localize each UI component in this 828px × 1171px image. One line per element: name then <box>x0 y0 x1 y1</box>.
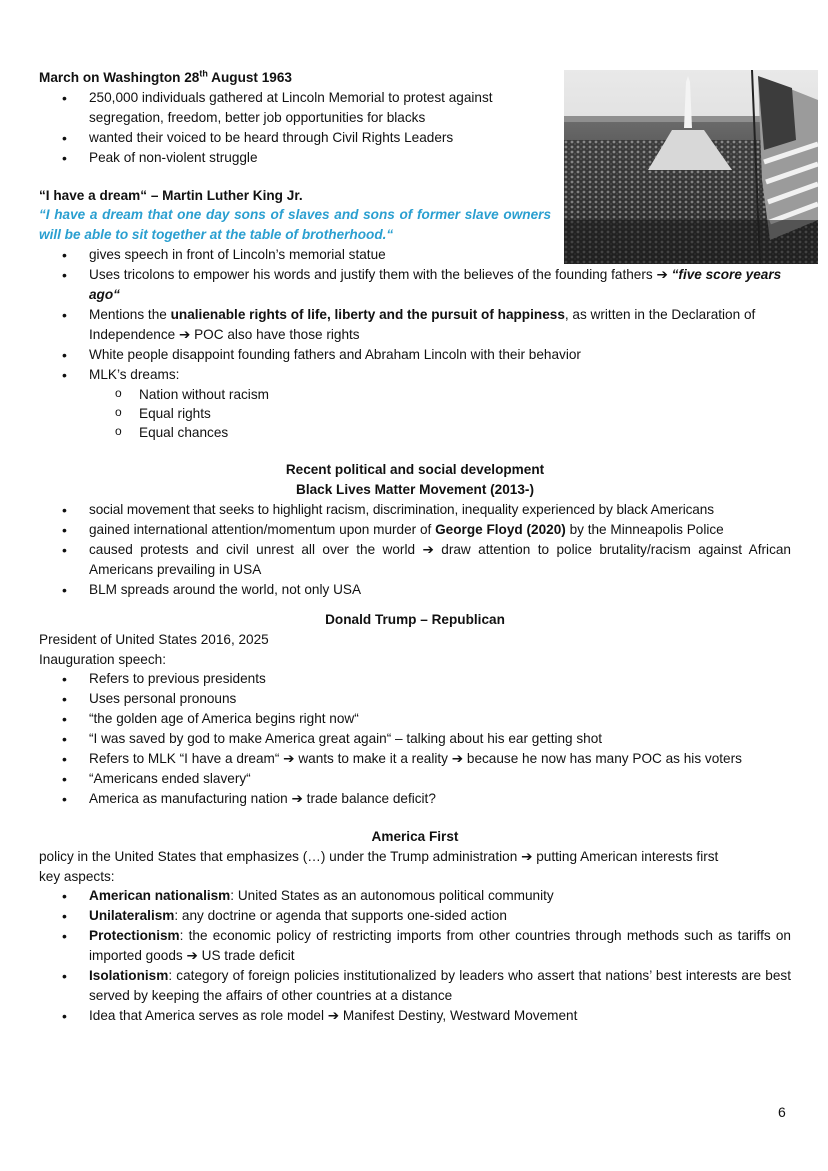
dream-quote: “I have a dream that one day sons of slaves and sons of former slave owners will be able to sit together at the table of brotherhood.“ <box>39 207 551 242</box>
list-item: • Unilateralism: any doctrine or agenda that supports one-sided action <box>39 906 791 926</box>
list-item: • Refers to MLK “I have a dream“ ➔ wants to make it a reality ➔ because he now has many POC as his voters <box>39 749 791 769</box>
trump-president-line: President of United States 2016, 2025 <box>39 632 269 647</box>
list-item: • “I was saved by god to make America great again“ – talking about his ear getting shot <box>39 729 791 749</box>
list-item: o Equal rights <box>39 404 791 423</box>
list-item: • America as manufacturing nation ➔ trade balance deficit? <box>39 789 791 809</box>
list-item: • social movement that seeks to highlight racism, discrimination, inequality experienced by black Americans <box>39 500 791 520</box>
list-item: • MLK’s dreams: <box>39 365 791 385</box>
list-item: o Nation without racism <box>39 385 791 404</box>
list-item: • Uses personal pronouns <box>39 689 791 709</box>
blm-heading: Black Lives Matter Movement (2013-) <box>296 482 534 497</box>
arrow-icon: ➔ <box>451 751 464 766</box>
dream-title: “I have a dream“ – Martin Luther King Jr. <box>39 187 303 203</box>
arrow-icon: ➔ <box>178 327 191 342</box>
trump-bullets <box>39 669 791 809</box>
america-first-bullets <box>39 886 791 1026</box>
dream-bullets <box>39 245 791 385</box>
list-item: • Mentions the unalienable rights of life, liberty and the pursuit of happiness, as written in the Declaration of Independence ➔ POC also have those rights <box>39 305 791 345</box>
arrow-icon: ➔ <box>327 1008 340 1023</box>
dream-sub-list <box>39 385 791 442</box>
document-page <box>39 68 791 1026</box>
list-item: • wanted their voiced to be heard through Civil Rights Leaders <box>39 128 544 148</box>
list-item: • 250,000 individuals gathered at Lincoln Memorial to protest against segregation, freedom, better job opportunities for blacks <box>39 88 544 128</box>
arrow-icon: ➔ <box>283 751 295 766</box>
list-item: • gives speech in front of Lincoln’s memorial statue <box>39 245 791 265</box>
list-item: • gained international attention/momentum upon murder of George Floyd (2020) by the Minneapolis Police <box>39 520 791 540</box>
list-item: o Equal chances <box>39 423 791 442</box>
list-item: • Isolationism: category of foreign policies institutionalized by leaders who assert that nations’ best interests are best served by keeping the affairs of other countries at a distance <box>39 966 791 1006</box>
march-bullets <box>39 88 544 168</box>
arrow-icon: ➔ <box>291 791 303 806</box>
recent-heading: Recent political and social development <box>285 462 545 477</box>
list-item: • Idea that America serves as role model ➔ Manifest Destiny, Westward Movement <box>39 1006 791 1026</box>
list-item: • Uses tricolons to empower his words and justify them with the believes of the founding fathers ➔ “five score years ago“ <box>39 265 791 305</box>
america-first-intro: policy in the United States that emphasizes (…) under the Trump administration ➔ putting American interests first <box>39 849 719 864</box>
blm-bullets <box>39 500 791 600</box>
america-first-heading: America First <box>371 829 459 844</box>
trump-speech-label: Inauguration speech: <box>39 651 166 667</box>
list-item: • American nationalism: United States as an autonomous political community <box>39 886 791 906</box>
list-item: • caused protests and civil unrest all over the world ➔ draw attention to police brutality/racism against African Americans prevailing in USA <box>39 540 791 580</box>
arrow-icon: ➔ <box>186 948 198 963</box>
trump-heading: Donald Trump – Republican <box>325 612 505 627</box>
list-item: • BLM spreads around the world, not only USA <box>39 580 791 600</box>
list-item: • Protectionism: the economic policy of restricting imports from other countries through methods such as tariffs on imported goods ➔ US trade deficit <box>39 926 791 966</box>
page-number: 6 <box>778 1104 786 1120</box>
list-item: • “the golden age of America begins right now“ <box>39 709 791 729</box>
list-item: • Peak of non-violent struggle <box>39 148 544 168</box>
list-item: • Refers to previous presidents <box>39 669 791 689</box>
key-aspects-label: key aspects: <box>39 868 115 884</box>
arrow-icon: ➔ <box>422 542 434 557</box>
arrow-icon: ➔ <box>521 849 533 864</box>
list-item: • “Americans ended slavery“ <box>39 769 791 789</box>
march-title: March on Washington 28th August 1963 <box>39 68 292 85</box>
list-item: • White people disappoint founding fathers and Abraham Lincoln with their behavior <box>39 345 791 365</box>
arrow-icon: ➔ <box>656 267 668 282</box>
